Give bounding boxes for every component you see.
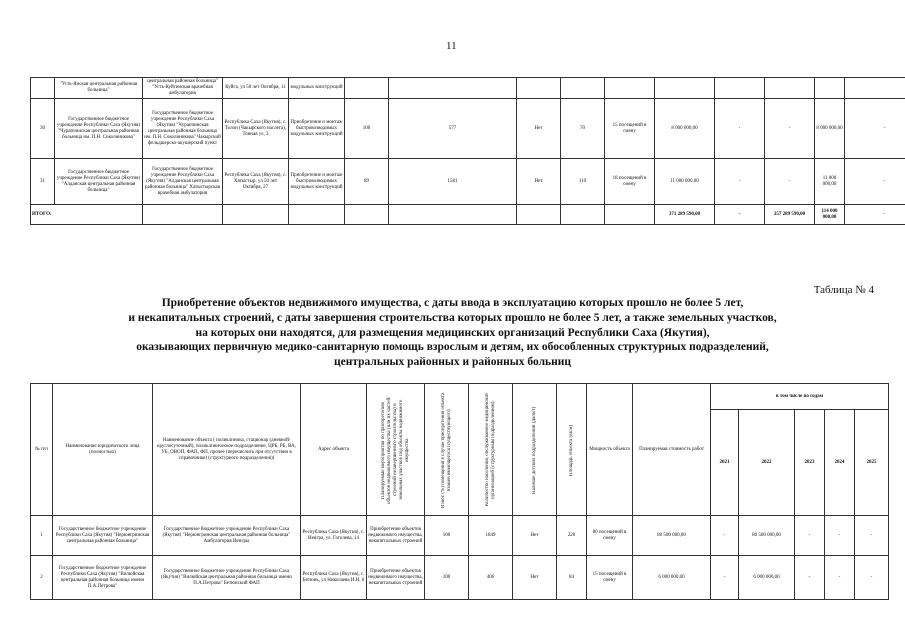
header-cost: Планируемая стоимость работ — [633, 384, 711, 516]
header-wear — [425, 384, 469, 516]
header-area — [557, 384, 587, 516]
empty-cell — [517, 205, 561, 225]
table-row — [31, 516, 889, 556]
table-cell: 6 000 000,00 — [739, 556, 795, 600]
table-cell: 84 — [557, 556, 587, 600]
title-line: центральных районных и районных больниц — [333, 356, 572, 369]
total-label: ИТОГО: — [31, 205, 143, 225]
table-cell: - — [845, 99, 905, 159]
empty-cell — [389, 205, 517, 225]
empty-cell — [223, 205, 289, 225]
total-2024: - — [845, 205, 905, 225]
table-cell: - — [855, 556, 889, 600]
table-caption: Таблица № 4 — [813, 284, 874, 296]
table-cell: - — [711, 516, 739, 556]
header-planned-text: Планируемые мероприятия по приобретению объектов недвижимого имущества (или их частей/ строений незавершенного строительства) и земельных участков под объекты недвижимого имущества — [380, 395, 410, 504]
empty-cell — [605, 205, 655, 225]
empty-cell — [561, 205, 605, 225]
header-planned-measures — [367, 384, 425, 516]
table-cell: 2 — [31, 556, 53, 600]
table-cell: Государственное бюджетное учреждение Республики Саха (Якутия) "Нерюнгринская центральная районная больница" — [53, 516, 153, 556]
header-num: № п/п — [31, 384, 53, 516]
table-cell: 31 — [31, 159, 55, 205]
table-cell: 406 — [469, 556, 513, 600]
empty-cell — [345, 205, 389, 225]
table-cell: 6 000 000,00 — [633, 556, 711, 600]
total-row — [31, 205, 905, 225]
table-cell: Нет — [513, 516, 557, 556]
table-cell: 220 — [557, 516, 587, 556]
table-cell: Государственное бюджетное учреждение Республики Саха (Якутия) "Вилюйская центральная районная больница имени П.А.Петрова" Бетюнский ФАП — [153, 556, 301, 600]
header-year: 2024 — [825, 410, 855, 516]
table-cell: - — [715, 159, 765, 205]
table-cell — [655, 78, 715, 99]
header-year: 2022 — [739, 410, 795, 516]
table-cell: 110 — [561, 159, 605, 205]
table-cell: - — [765, 159, 815, 205]
header-year: 2021 — [711, 410, 739, 516]
header-year: 2023 — [795, 410, 825, 516]
header-legal-entity: Наименование юридического лица (полностью) — [53, 384, 153, 516]
header-by-year: в том числе по годам — [711, 384, 889, 410]
total-sum: 371 289 590,00 — [655, 205, 715, 225]
table-cell: Приобретение объектов недвижимого имущества, некапитальных строений — [367, 516, 425, 556]
header-children — [513, 384, 557, 516]
title-line: Приобретение объектов недвижимого имущества, с даты ввода в эксплуатацию которых прошло не более 5 лет, — [161, 297, 744, 309]
header-area-text: Площадь объекта (кв.м) — [568, 423, 574, 476]
table-cell: - — [795, 556, 825, 600]
table-cell: Республика Саха (Якутия), с. Хатыстыр, ул 50 лет Октября, 27 — [223, 159, 289, 205]
table-cell: Государственное бюджетное учреждение Республики Саха (Якутия) "Чурапчинская центральная районная больница им. П.Н. Соколиникова" Чакырский фельдшерско-акушерский пункт — [143, 99, 223, 159]
table-cell: Приобретение и монтаж быстровозводимых модульных конструкций — [289, 159, 345, 205]
table-cell: Нет — [517, 99, 561, 159]
table-cell: 15 посещений в смену — [587, 556, 633, 600]
table-cell: - — [825, 516, 855, 556]
table-cell: 100 — [425, 516, 469, 556]
table-cell: 100 — [345, 99, 389, 159]
table-row — [31, 159, 905, 205]
title-line: оказывающих первичную медико-санитарную помощь взрослым и детям, их обособленных структурных подразделений, — [136, 341, 769, 354]
header-children-text: Наличие детских подразделений (да/нет) — [531, 405, 537, 494]
table-cell: 80 500 000,00 — [633, 516, 711, 556]
table-cell: - — [715, 99, 765, 159]
table-cell — [715, 78, 765, 99]
table-cell — [845, 78, 905, 99]
table-cell: 30 — [31, 99, 55, 159]
table-cell: Государственное бюджетное учреждение Республики Саха (Якутия) "Алданская центральная районная больница" — [55, 159, 143, 205]
table-cell — [561, 78, 605, 99]
table-4 — [30, 383, 889, 600]
table-cell: 11 000 000,00 — [815, 159, 845, 205]
table-cell: Государственное бюджетное учреждение Республики Саха (Якутия) "Вилюйская центральная районная больница имени П.А.Петрова" — [53, 556, 153, 600]
header-power: Мощность объекта — [587, 384, 633, 516]
table-cell: 8 000 000,00 — [815, 99, 845, 159]
table-cell: модульных конструкций — [289, 78, 345, 99]
table-title — [60, 296, 845, 370]
table-cell: 89 — [345, 159, 389, 205]
table-cell — [389, 78, 517, 99]
total-2023: 114 000 000,00 — [815, 205, 845, 225]
table-cell: Куйга, ул 50 лет Октября, 11 — [223, 78, 289, 99]
table-cell: 577 — [389, 99, 517, 159]
table-cell: Государственное бюджетное учреждение Республики Саха (Якутия) "Чурапчинская центральная районная больница им. П.Н. Соколиникова" — [55, 99, 143, 159]
table-cell: Нет — [513, 556, 557, 600]
table-cell: 1 — [31, 516, 53, 556]
table-cell: Государственное бюджетное учреждение Республики Саха (Якутия) "Алданская центральная районная больница" Хатыстырская врачебная амбулатория — [143, 159, 223, 205]
header-population-text: Количество населения, обслуживаемое медицинской организацией (структурным подразделением) — [484, 393, 496, 506]
header-address: Адрес объекта — [301, 384, 367, 516]
table-row — [31, 556, 889, 600]
table-cell: 80 500 000,00 — [739, 516, 795, 556]
table-row — [31, 99, 905, 159]
title-line: и некапитальных строений, с даты завершения строительства которых прошло не более 5 лет, а также земельных участков, — [128, 311, 777, 324]
table-cell: 80 посещений в смену — [587, 516, 633, 556]
table-cell: Республика Саха (Якутия), с. Иенгра, ул. Гоголева, 14 — [301, 516, 367, 556]
table-cell: - — [845, 159, 905, 205]
table-3-continuation — [30, 77, 905, 225]
table-cell: - — [765, 99, 815, 159]
empty-cell — [143, 205, 223, 225]
table-cell: "Усть-Янская центральная районная больница" — [55, 78, 143, 99]
table-cell: центральная районная больница" "Усть-Куйгинская врачебная амбулатория — [143, 78, 223, 99]
table-cell: 15 посещений в смену — [605, 99, 655, 159]
table-cell — [345, 78, 389, 99]
table-cell: Республика Саха (Якутия), с. Толон (Чакырского наслега), Тонная ул, 3 — [223, 99, 289, 159]
table-cell: Республика Саха (Якутия), с. Бетюнь, ул Николаева И.Н, 6 — [301, 556, 367, 600]
table-cell: 1849 — [469, 516, 513, 556]
header-year: 2025 — [855, 410, 889, 516]
header-object-name: Наименование объекта ( поликлиника, стационар (дневной/круглосуточный), поликлиническое подразделение, ЦРБ, РБ, ВА, УБ, ОВОП, ФАП, ФП, прочее (перечислить при отсутствии в справочнике) (структурного подразделения)) — [153, 384, 301, 516]
table-cell: Приобретение объектов недвижимого имущества, некапитальных строений — [367, 556, 425, 600]
table-cell: 70 — [561, 99, 605, 159]
title-line: на которых они находятся, для размещения медицинских организаций Республики Саха (Якутия), — [195, 326, 710, 339]
table-cell: Нет — [517, 159, 561, 205]
table-cell — [815, 78, 845, 99]
table-cell: 8 000 000,00 — [655, 99, 715, 159]
table-cell: Государственное бюджетное учреждение Республики Саха (Якутия) "Нерюнгринская центральная районная больница" Амбулатория Иенгры — [153, 516, 301, 556]
table-cell: - — [855, 516, 889, 556]
table-cell: Приобретение и монтаж быстровозводимых модульных конструкций — [289, 99, 345, 159]
table-cell — [31, 78, 55, 99]
table-cell: - — [825, 556, 855, 600]
table-cell — [605, 78, 655, 99]
table-cell: 100 — [425, 556, 469, 600]
table-cell: 1581 — [389, 159, 517, 205]
table-cell — [765, 78, 815, 99]
total-2022: 257 289 590,00 — [765, 205, 815, 225]
table-cell: - — [795, 516, 825, 556]
table-cell: 11 000 000,00 — [655, 159, 715, 205]
table-cell — [517, 78, 561, 99]
header-population — [469, 384, 513, 516]
table-row — [31, 78, 905, 99]
header-wear-text: Износ (%) помещения в случае приобретения объекта взамен имеющегося (существующего) — [440, 391, 452, 508]
table-cell: 18 посещений в смену — [605, 159, 655, 205]
page-number: 11 — [446, 40, 457, 52]
total-2021: - — [715, 205, 765, 225]
table-cell: - — [711, 556, 739, 600]
empty-cell — [289, 205, 345, 225]
